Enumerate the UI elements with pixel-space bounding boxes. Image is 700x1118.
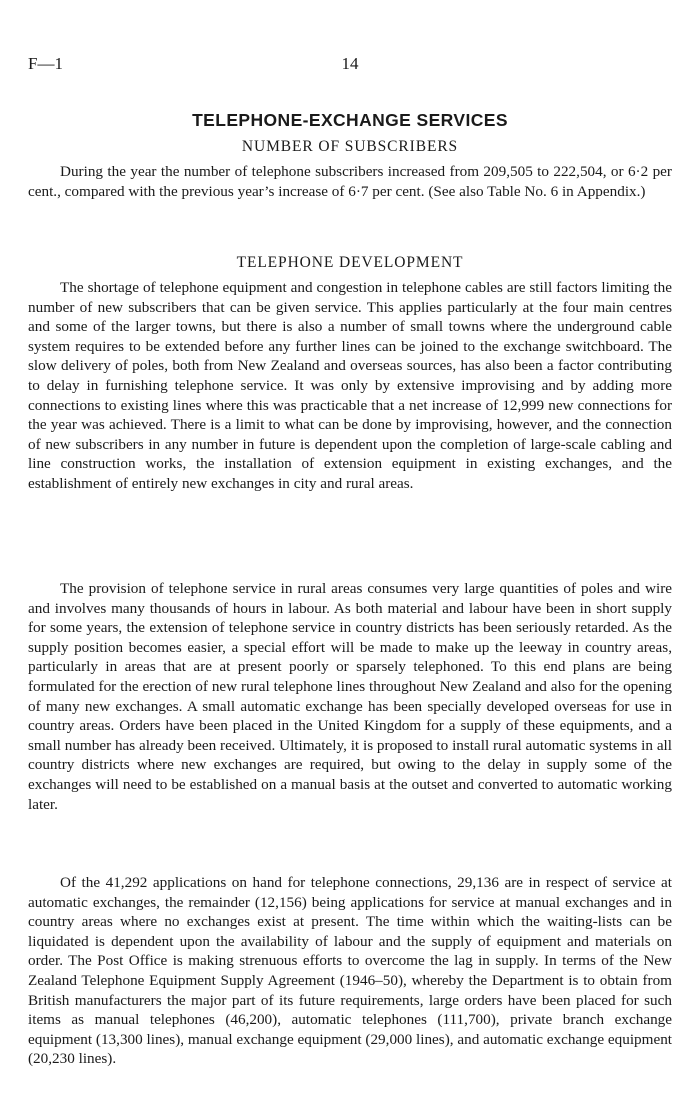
- paragraph: The shortage of telephone equipment and congestion in telephone cables are still factors limiting the number of new subscribers that can be given service. This applies particularly at the four main centres and some of the larger towns, but there is also a number of small towns where the underground cable system requires to be extended before any further lines can be joined to the exchange switchboard. The slow delivery of poles, both from New Zealand and overseas sources, has also been a factor contributing to delay in furnishing telephone service. It was only by extensive improvising and by adding more connections to existing lines where this was practicable that a net increase of 12,999 new connections for the year was achieved. There is a limit to what can be done by improvising, however, and the connection of new subscribers in any number in future is dependent upon the completion of large-scale cabling and line construction works, the installation of extension equipment in existing exchanges, and the establishment of entirely new exchanges in city and rural areas.: [28, 279, 672, 492]
- section-heading: TELEPHONE DEVELOPMENT: [236, 254, 464, 271]
- page-title: TELEPHONE-EXCHANGE SERVICES: [192, 110, 508, 130]
- paragraph: During the year the number of telephone subscribers increased from 209,505 to 222,504, or 6·2 per cent., compared with the previous year’s increase of 6·7 per cent. (See also Table No. 6 in Appendix.): [28, 163, 672, 200]
- section-number-of-subscribers: [28, 138, 672, 201]
- paragraph: The provision of telephone service in rural areas consumes very large quantities of poles and wire and involves many thousands of hours in labour. As both material and labour have been in short supply for some years, the extension of telephone service in country districts has been seriously retarded. As the supply position becomes easier, a special effort will be made to make up the leeway in country areas, particularly in areas that are at present poorly or sparsely telephoned. To this end plans are being formulated for the erection of new rural telephone lines throughout New Zealand and also for the opening of many new exchanges. A small automatic exchange has been specially developed overseas for use in country areas. Orders have been placed in the United Kingdom for a supply of these equipments, and a small number has already been received. Ultimately, it is proposed to install rural automatic systems in all country districts where new exchanges are required, but owing to the delay in supply some of the exchanges will need to be established on a manual basis at the outset and converted to automatic working later.: [28, 580, 672, 813]
- section-telephone-development: [28, 254, 672, 494]
- section-heading: NUMBER OF SUBSCRIBERS: [241, 138, 459, 155]
- paragraph: Of the 41,292 applications on hand for telephone connections, 29,136 are in respect of service at automatic exchanges, the remainder (12,156) being applications for service at manual exchanges and in country areas where no exchanges exist at present. The time within which the waiting-lists can be liquidated is dependent upon the availability of labour and the supply of equipment and materials on order. The Post Office is making strenuous efforts to overcome the lag in supply. In terms of the New Zealand Telephone Equipment Supply Agreement (1946–50), whereby the Department is to obtain from British manufacturers the major part of its future requirements, large orders have been placed for such items as manual telephones (46,200), automatic telephones (111,700), private branch exchange equipment (13,300 lines), manual exchange equipment (29,000 lines), and automatic exchange equipment (20,230 lines).: [28, 874, 673, 1068]
- page-number: 14: [341, 54, 359, 73]
- page-header: [28, 54, 672, 78]
- document-reference: F—1: [28, 54, 63, 73]
